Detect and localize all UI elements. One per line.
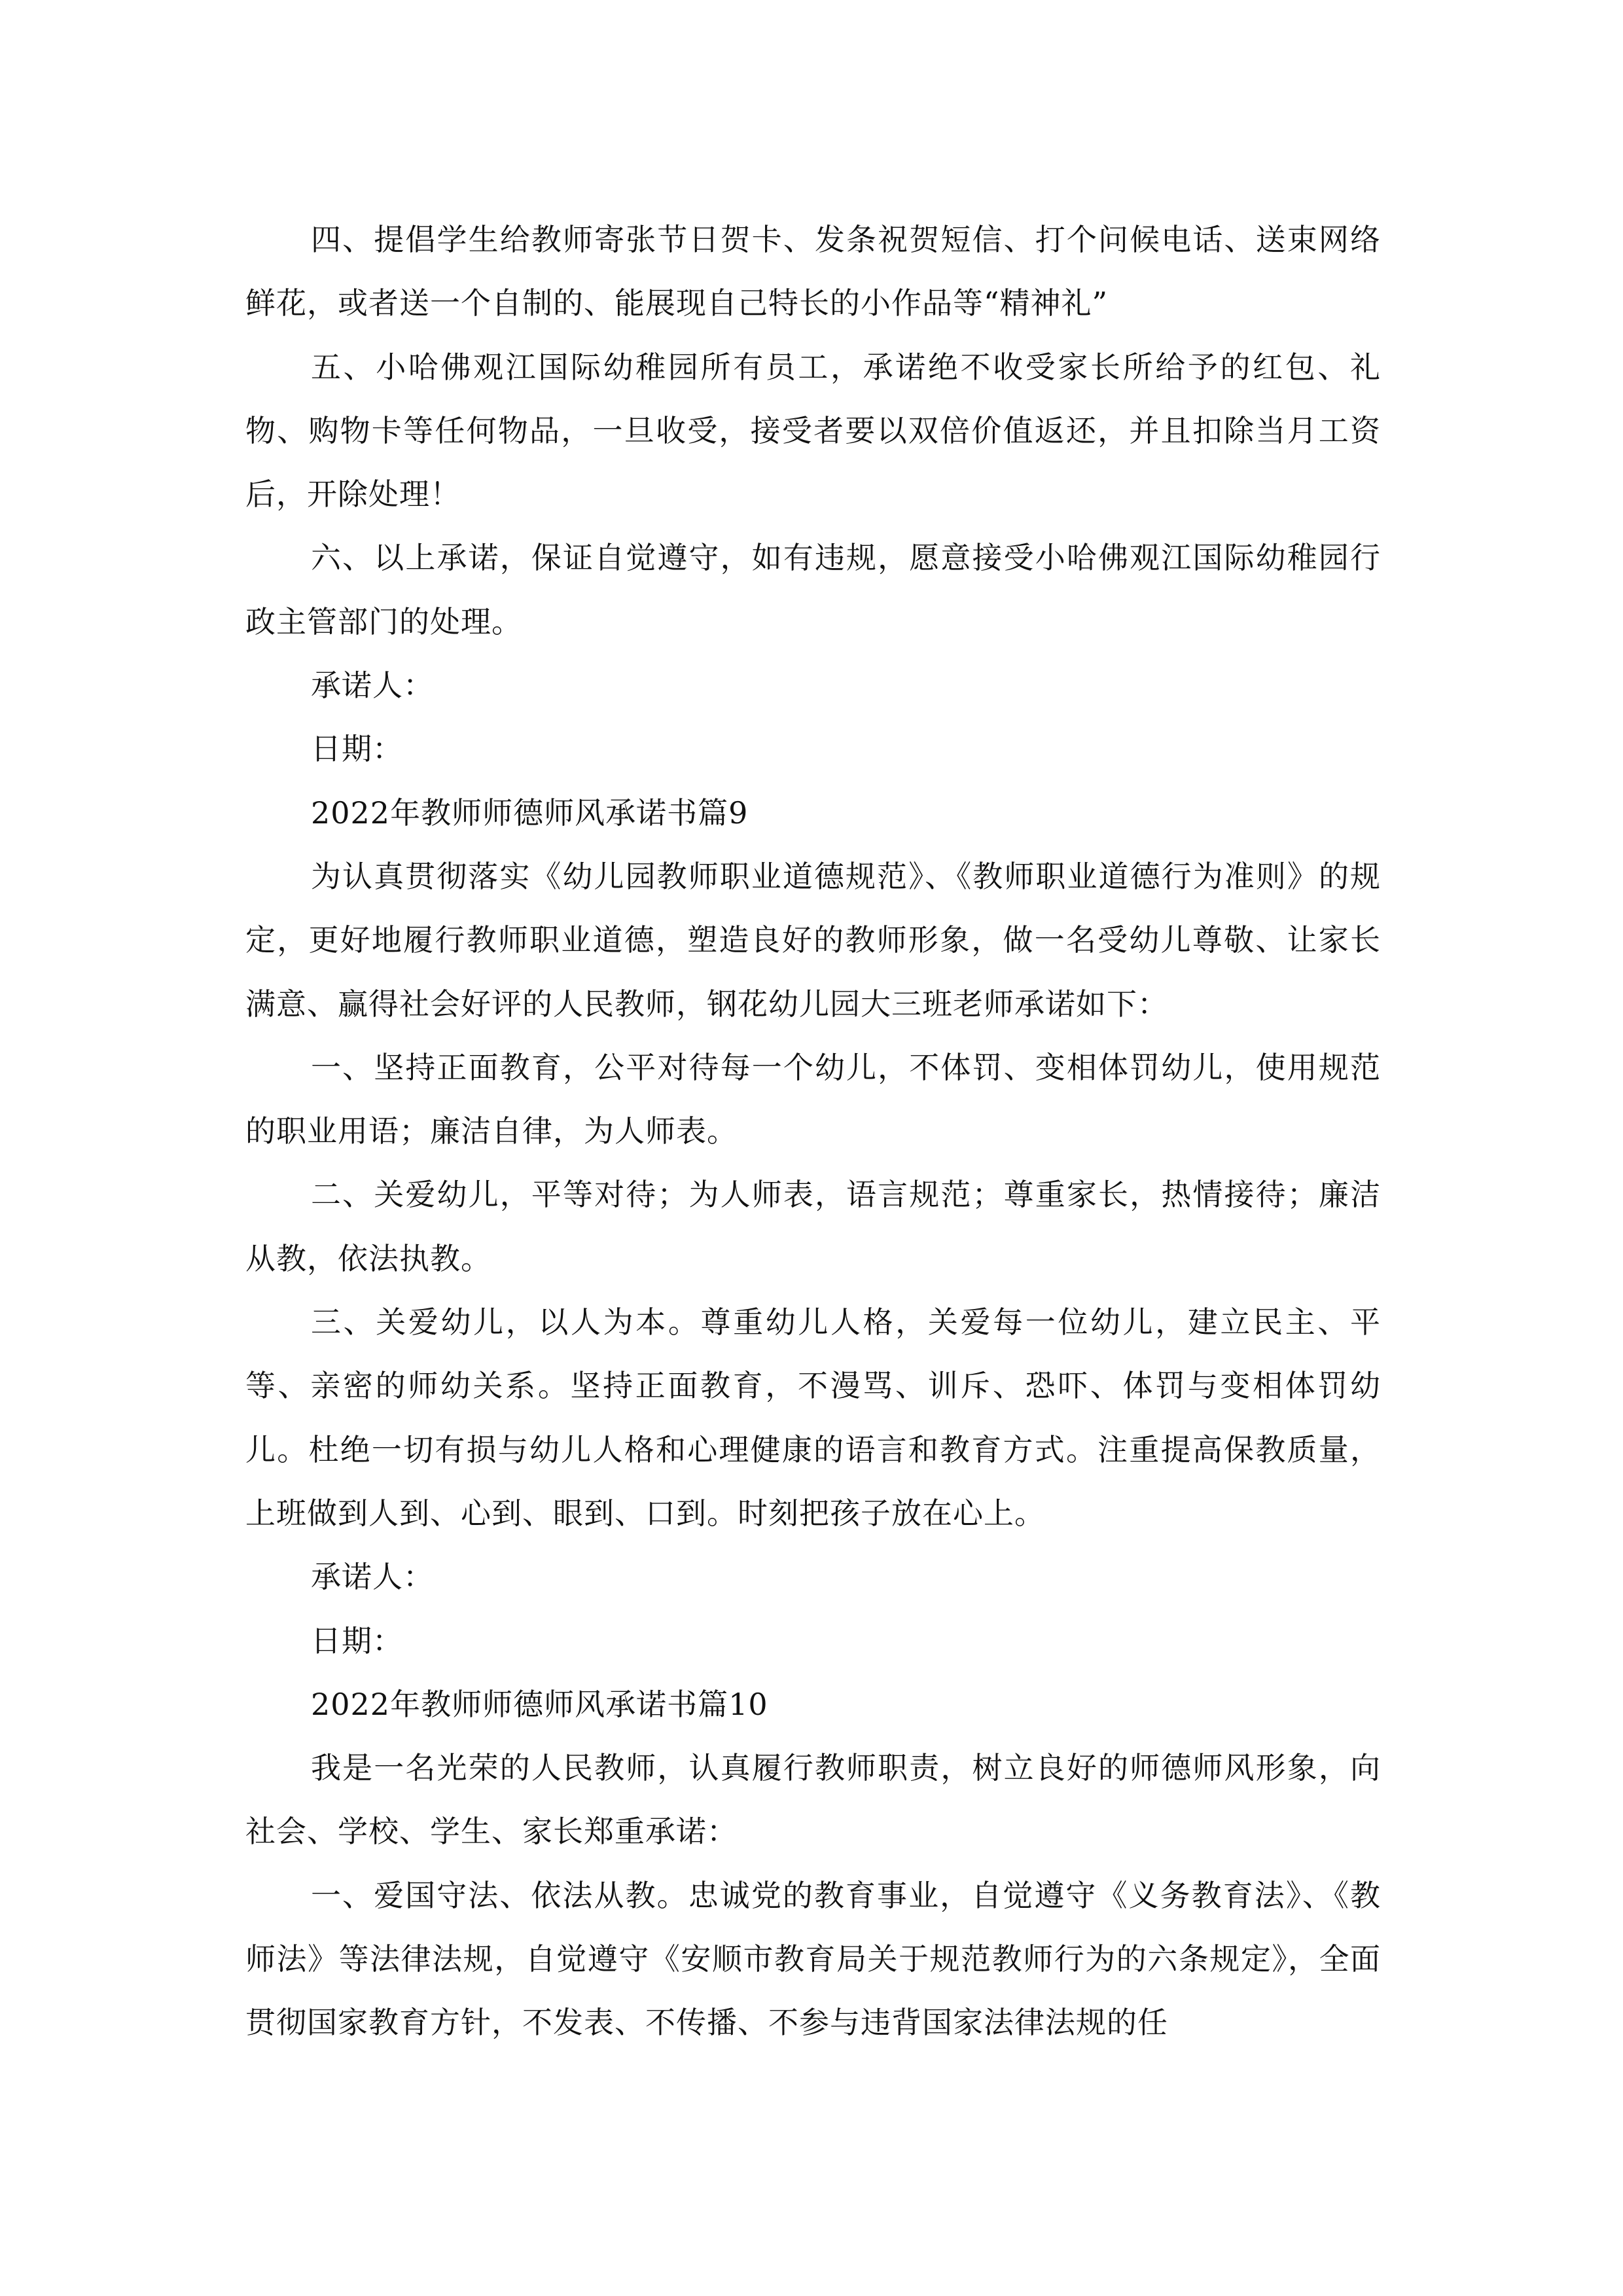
signature-label: 承诺人： [311,1559,434,1595]
date-label: 日期： [311,731,403,767]
paragraph-item-1: 一、爱国守法、依法从教。忠诚党的教育事业，自觉遵守《义务教育法》、《教师法》等法律法规，自觉遵守《安顺市教育局关于规范教师行为的六条规定》，全面贯彻国家教育方针，不发表、不传播、不参与违背国家法律法规的任 [245,1877,1381,2041]
section-intro-paragraph: 我是一名光荣的人民教师，认真履行教师职责，树立良好的师德师风形象，向社会、学校、学生、家长郑重承诺： [245,1750,1381,1850]
paragraph-item-4: 四、提倡学生给教师寄张节日贺卡、发条祝贺短信、打个问候电话、送束网络鲜花，或者送一个自制的、能展现自己特长的小作品等“精神礼” [245,222,1381,321]
paragraph-item-2: 二、关爱幼儿，平等对待；为人师表，语言规范；尊重家长，热情接待；廉洁从教，依法执教。 [245,1177,1381,1276]
section-heading-10: 2022年教师师德师风承诺书篇10 [311,1686,768,1722]
signature-label: 承诺人： [311,668,434,704]
paragraph-item-5: 五、小哈佛观江国际幼稚园所有员工，承诺绝不收受家长所给予的红包、礼物、购物卡等任何物品，一旦收受，接受者要以双倍价值返还，并且扣除当月工资后，开除处理！ [245,349,1381,512]
section-intro-paragraph: 为认真贯彻落实《幼儿园教师职业道德规范》、《教师职业道德行为准则》的规定，更好地履行教师职业道德，塑造良好的教师形象，做一名受幼儿尊敬、让家长满意、赢得社会好评的人民教师，钢花幼儿园大三班老师承诺如下： [245,858,1381,1022]
paragraph-item-1: 一、坚持正面教育，公平对待每一个幼儿，不体罚、变相体罚幼儿，使用规范的职业用语；廉洁自律，为人师表。 [245,1049,1381,1149]
date-label: 日期： [311,1623,403,1659]
document-body [245,208,1381,2055]
paragraph-item-6: 六、以上承诺，保证自觉遵守，如有违规，愿意接受小哈佛观江国际幼稚园行政主管部门的处理。 [245,540,1381,639]
section-heading-9: 2022年教师师德师风承诺书篇9 [311,795,749,831]
paragraph-item-3: 三、关爱幼儿，以人为本。尊重幼儿人格，关爱每一位幼儿，建立民主、平等、亲密的师幼关系。坚持正面教育，不漫骂、训斥、恐吓、体罚与变相体罚幼儿。杜绝一切有损与幼儿人格和心理健康的语言和教育方式。注重提高保教质量，上班做到人到、心到、眼到、口到。时刻把孩子放在心上。 [245,1304,1381,1531]
